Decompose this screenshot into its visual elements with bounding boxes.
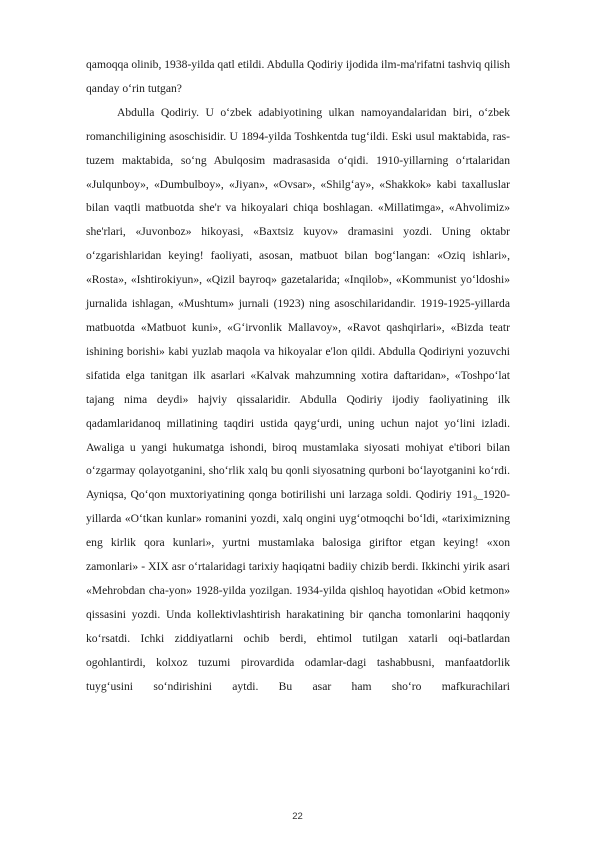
- abdulla-qodiriy-paragraph: Abdulla Qodiriy. U o‘zbek adabiyotining ulkan namoyandalaridan biri, o‘zbek romanchiligining asoschisidir. U 1894-yilda Toshkentda tug‘ildi. Eski usul maktabida, ras-tuzem maktabida, so‘ng Abulqosim madrasasida o‘qidi. 1910-yillarning o‘rtalaridan «Julqunboy», «Dumbulboy», «Jiyan», «Ovsar», «Shilg‘ay», «Shakkok» kabi taxalluslar bilan vaqtli matbuotda she'r va hikoyalari chiqa boshlagan. «Millatimga», «Ahvolimiz» she'rlari, «Juvonboz» hikoyasi, «Baxtsiz kuyov» dramasini yozdi. Uning oktabr o‘zgarishlaridan keying! faoliyati, asosan, matbuot bilan bog‘langan: «Oziq ishlari», «Rosta», «Ishtirokiyun», «Qizil bayroq» gazetalarida; «Inqilob», «Kommunist yo‘ldoshi» jurnalida ishlagan, «Mushtum» jurnali (1923) ning asoschilaridandir. 1919-1925-yillarda matbuotda «Matbuot kuni», «G‘irvonlik Mallavoy», «Ravot qashqirlari», «Bizda teatr ishining borishi» kabi yuzlab maqola va hikoyalar e'lon qildi. Abdulla Qodiriyni yozuvchi sifatida elga tanitgan ilk asarlari «Kalvak mahzumning xotira daftaridan», «Toshpo‘lat tajang nima deydi» hajviy qissalaridir. Abdulla Qodiriy ijodiy faoliyatining ilk qadamlaridanoq millatining taqdiri ustida qayg‘urdi, uning uchun najot yo‘lini izladi. Awaliga u yangi hukumatga ishondi, biroq mustamlaka siyosati mohiyat e'tibori bilan o‘zgarmay qolayotganini, sho‘rlik xalq bu qonli siyosatning qurboni bo‘layotganini ko‘rdi. Ayniqsa, Qo‘qon muxtoriyatining qonga botirilishi uni larzaga soldi. Qodiriy 191₉_1920-yillarda «O‘tkan kunlar» romanini yozdi, xalq ongini uyg‘otmoqchi bo‘ldi, «tariximizning eng kirlik qora kunlari», yurtni mustamlaka balosiga giriftor etgan keying! «xon zamonlari» - XIX asr o‘rtalaridagi tarixiy haqiqatni badiiy chizib berdi. Ikkinchi yirik asari «Mehrobdan cha-yon» 1928-yilda yozilgan. 1934-yilda qishloq hayotidan «Obid ketmon» qissasini yozdi. Unda kollektivlashtirish harakatining bir qancha tomonlarini haqqoniy ko‘rsatdi. Ichki ziddiyatlarni ochib berdi, ehtimol tutilgan xatarli oqi-batlardan ogohlantirdi, kolxoz tuzumi pirovardida odamlar-dagi tashabbusni, manfaatdorlik tuyg‘usini so‘ndirishini aytdi. Bu asar ham sho‘ro mafkurachilari: [86, 105, 510, 693]
- continuation-paragraph: qamoqqa olinib, 1938-yilda qatl etildi. Abdulla Qodiriy ijodida ilm-ma'rifatni tashviq qilish qanday o‘rin tutgan?: [86, 58, 510, 95]
- document-page: [86, 53, 510, 698]
- page-number: 22: [292, 811, 303, 822]
